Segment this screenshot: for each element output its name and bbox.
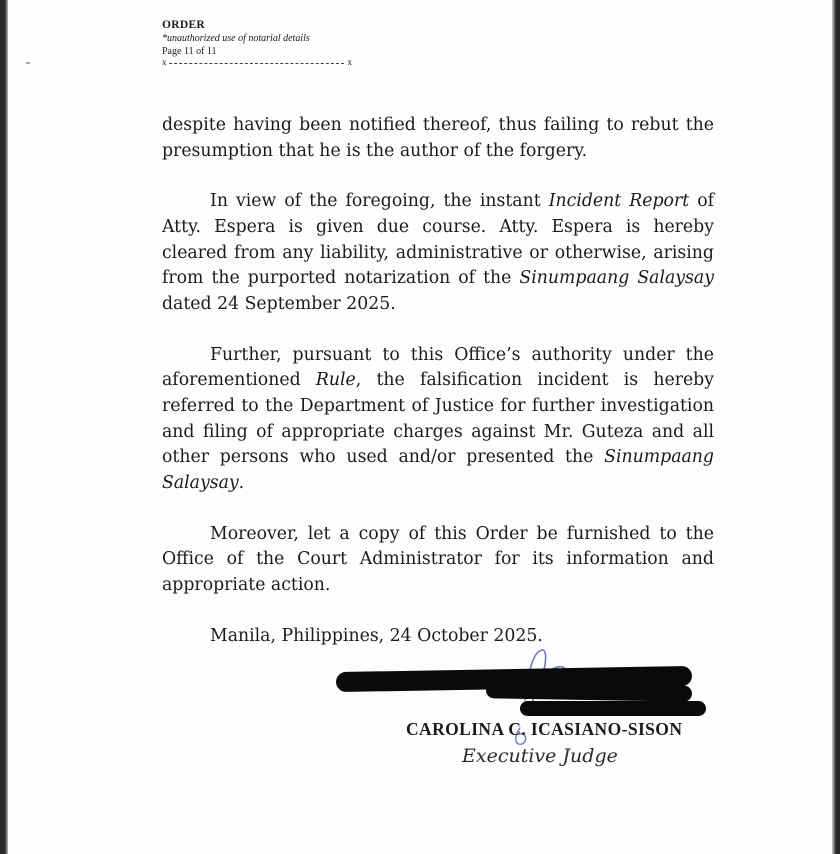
header-subtitle: *unauthorized use of notarial details	[162, 33, 310, 44]
text-run: Further, pursuant to this Office’s authority under the aforementioned	[162, 344, 714, 391]
header-rule	[162, 58, 352, 68]
scan-left-edge	[0, 0, 8, 854]
paragraph-continuation: despite having been notified thereof, thus failing to rebut the presumption that he is the author of the forgery.	[162, 115, 714, 161]
rule-end-mark: x	[347, 57, 352, 67]
header-title: ORDER	[162, 19, 206, 31]
rule-start-mark: x	[162, 57, 167, 67]
place-and-date: Manila, Philippines, 24 October 2025.	[210, 625, 543, 646]
text-run: .	[238, 472, 245, 493]
text-run: dated 24 September 2025.	[162, 293, 396, 314]
text-run: of Atty. Espera is given due course. Atty. Espera is hereby cleared from any liability, administrative or otherwise, arising from the purported notarization of the	[162, 191, 715, 289]
order-body	[162, 113, 714, 649]
dashed-rule	[169, 63, 344, 64]
italic-text-run: Rule	[315, 370, 356, 391]
text-run: , the falsification incident is hereby referred to the Department of Justice for further investigation and filing of appropriate charges against Mr. Guteza and all other persons who used and/or presented the	[162, 370, 715, 468]
signatory-title: Executive Judge	[462, 745, 618, 767]
page-number: Page 11 of 11	[162, 46, 217, 57]
scan-speck	[26, 62, 30, 64]
paragraph-incident-report	[162, 189, 714, 317]
italic-text-run: Incident Report	[548, 191, 690, 212]
signatory-name: CAROLINA C. ICASIANO-SISON	[406, 719, 683, 739]
italic-text-run: Sinumpaang Salaysay	[162, 447, 714, 493]
scan-right-edge	[832, 0, 840, 854]
paragraph-referral	[162, 343, 714, 497]
redaction-bar	[520, 701, 706, 716]
italic-text-run: Sinumpaang Salaysay	[519, 268, 714, 289]
paragraph-furnish-copy: Moreover, let a copy of this Order be furnished to the Office of the Court Administrator for its information and appropriate action.	[162, 523, 714, 595]
text-run: In view of the foregoing, the instant	[210, 191, 549, 212]
document-header	[162, 19, 352, 68]
